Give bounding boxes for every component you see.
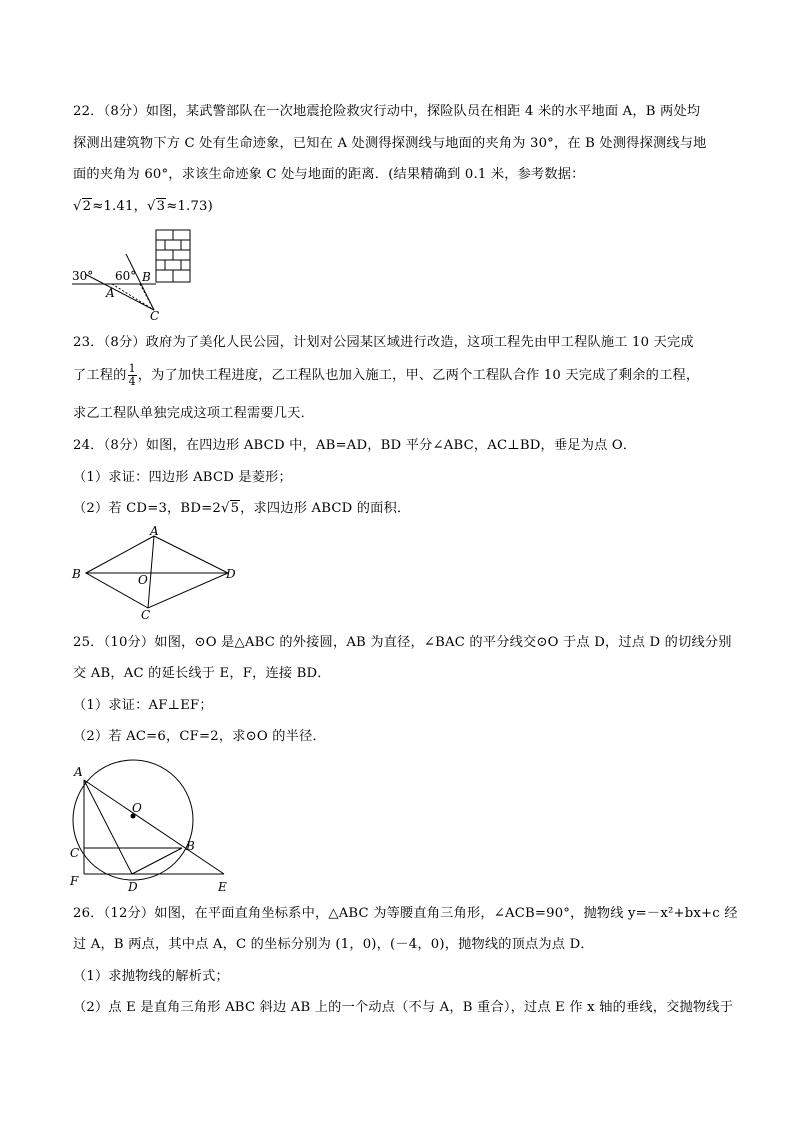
q22-line-3: 面的夹角为 60°，求该生命迹象 C 处与地面的距离．(结果精确到 0.1 米，参考数据： xyxy=(73,167,585,182)
q23-line-3: 求乙工程队单独完成这项工程需要几天． xyxy=(73,406,314,421)
q22-figure xyxy=(70,226,200,322)
q26-line-3: （1）求抛物线的解析式； xyxy=(73,969,229,984)
q25-circle-figure xyxy=(66,758,241,896)
q25-line-3: （1）求证：AF⊥EF； xyxy=(73,698,213,713)
point-c-label: C xyxy=(150,309,160,322)
q23-line-1: 23．（8分）政府为了美化人民公园，计划对公园某区域进行改造，这项工程先由甲工程队施工 10 天完成 xyxy=(73,335,694,350)
q24-line-2: （1）求证：四边形 ABCD 是菱形； xyxy=(73,470,292,485)
q22-line-1: 22．（8分）如图，某武警部队在一次地震抢险救灾行动中，探险队员在相距 4 米的水平地面 A，B 两处均 xyxy=(73,104,701,119)
line-ad xyxy=(84,780,132,874)
point-b-label: B xyxy=(186,839,195,853)
fraction-one-quarter: $\frac{1}{4}$ xyxy=(128,362,136,388)
point-f-label: F xyxy=(70,874,79,888)
point-b-label: B xyxy=(142,270,151,284)
q24-line-1: 24．（8分）如图，在四边形 ABCD 中，AB=AD，BD 平分∠ABC，AC⊥BD，垂足为点 O． xyxy=(73,438,637,453)
q25-line-2: 交 AB，AC 的延长线于 E，F，连接 BD． xyxy=(73,666,331,681)
vertex-a-label: A xyxy=(150,526,159,538)
sqrt-2: √2 xyxy=(73,199,92,214)
q26-line-1: 26．（12分）如图，在平面直角坐标系中，△ABC 为等腰直角三角形，∠ACB=90°，抛物线 y=－x²+bx+c 经 xyxy=(73,906,738,921)
q25-line-1: 25．（10分）如图，⊙O 是△ABC 的外接圆，AB 为直径，∠BAC 的平分线交⊙O 于点 D，过点 D 的切线分别 xyxy=(73,635,732,650)
q24-rhombus-figure xyxy=(68,526,248,624)
sqrt-3: √3 xyxy=(147,199,166,214)
angle-60-label: 60° xyxy=(115,269,137,283)
q26-line-4: （2）点 E 是直角三角形 ABC 斜边 AB 上的一个动点（不与 A，B 重合），过点 E 作 x 轴的垂线，交抛物线于 xyxy=(73,1000,734,1015)
line-ae xyxy=(84,780,224,874)
vertex-c-label: C xyxy=(141,608,151,622)
q23-line-2: 了工程的 $\frac{1}{4}$ ，为了加快工程进度，乙工程队也加入施工，甲、乙两个工程队合作 10 天完成了剩余的工程， xyxy=(73,362,700,388)
point-o-label: O xyxy=(138,573,148,587)
vertex-b-label: B xyxy=(72,567,81,581)
point-e-label: E xyxy=(218,880,227,894)
point-d-label: D xyxy=(128,880,138,894)
q25-line-4: （2）若 AC=6，CF=2，求⊙O 的半径． xyxy=(73,729,326,744)
q24-line-3: （2）若 CD=3，BD=2√5，求四边形 ABCD 的面积． xyxy=(73,501,411,516)
point-o-label: O xyxy=(132,801,142,815)
sqrt-5: √5 xyxy=(220,501,240,516)
q26-line-2: 过 A，B 两点，其中点 A，C 的坐标分别为 (1，0)，(－4，0)，抛物线的顶点为点 D． xyxy=(73,937,594,952)
line-db xyxy=(132,848,182,874)
brick-wall xyxy=(156,230,190,282)
rhombus-abcd xyxy=(86,536,228,608)
angle-30-label: 30° xyxy=(72,269,94,283)
point-a-label: A xyxy=(74,765,83,779)
q22-line-4: √2≈1.41，√3≈1.73) xyxy=(73,199,213,214)
diagonal-ac xyxy=(148,536,154,608)
q22-line-2: 探测出建筑物下方 C 处有生命迹象，已知在 A 处测得探测线与地面的夹角为 30°，在 B 处测得探测线与地 xyxy=(73,136,707,151)
circle-o xyxy=(73,760,193,880)
point-c-label: C xyxy=(70,846,80,860)
vertex-d-label: D xyxy=(226,567,236,581)
point-a-label: A xyxy=(106,286,115,300)
